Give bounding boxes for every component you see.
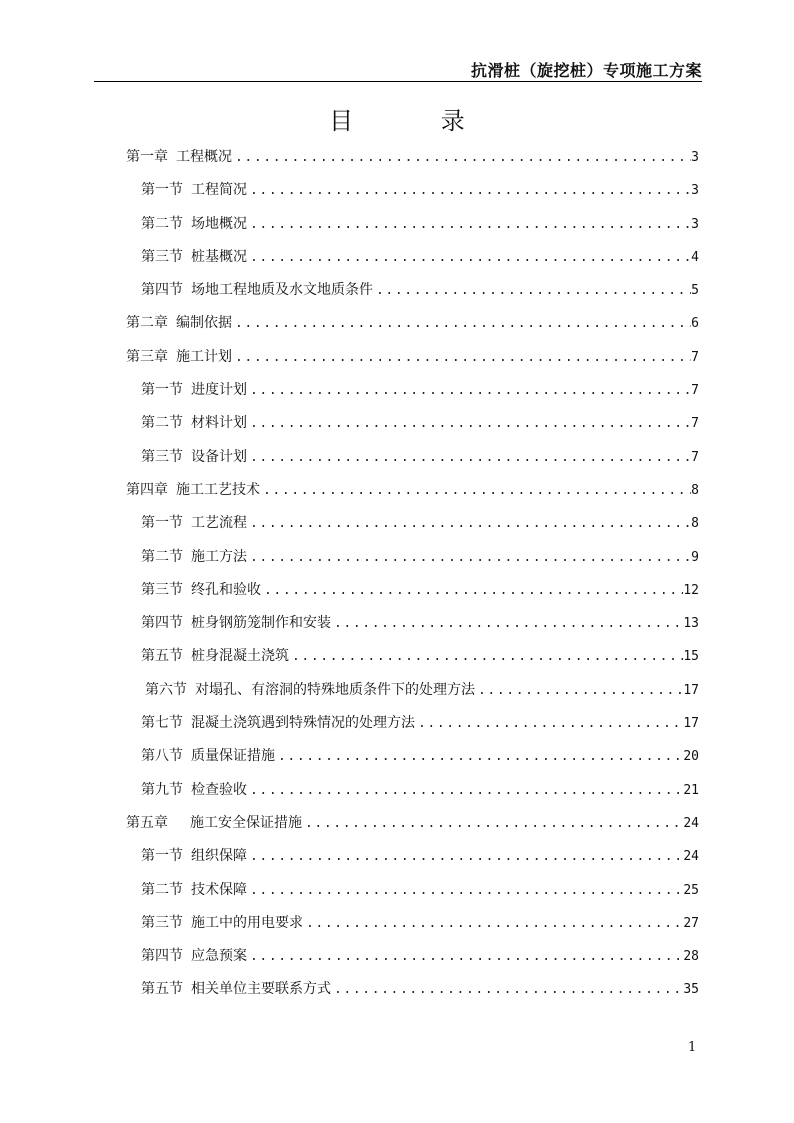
page-number: 1 [688,1040,697,1055]
toc-entry-number: 第三节 [141,581,183,598]
toc-entry-page: 24 [683,849,699,865]
toc-entry-chapter-5[interactable] [126,807,699,840]
toc-entry-page: 8 [691,482,699,498]
toc-entry-label [141,441,247,474]
toc-entry-number: 第四节 [141,948,183,965]
toc-entry-page: 7 [691,349,699,365]
toc-entry-section[interactable] [126,973,699,1006]
toc-entry-label [141,907,303,940]
toc-dot-leader [261,574,683,607]
toc-entry-page: 3 [691,150,699,165]
toc-dot-leader [232,307,691,340]
toc-entry-label [141,640,289,673]
toc-entry-text: 桩基概况 [191,248,247,265]
toc-dot-leader [247,541,691,574]
toc-entry-number: 第六节 [145,681,187,698]
toc-dot-leader [415,707,683,740]
toc-entry-page: 7 [691,449,699,465]
toc-entry-number: 第二节 [141,548,183,565]
toc-entry-text: 材料计划 [191,415,247,432]
toc-dot-leader [247,774,683,807]
header-divider [94,81,702,82]
toc-entry-page: 6 [691,316,699,332]
toc-entry-label [141,874,247,907]
toc-entry-text: 施工安全保证措施 [190,814,302,831]
toc-entry-section[interactable] [126,940,699,973]
header-title: 抗滑桩（旋挖桩）专项施工方案 [470,61,702,80]
toc-entry-number: 第一节 [141,382,183,399]
toc-entry-text: 检查验收 [191,781,247,798]
toc-dot-leader [247,208,691,241]
toc-entry-number: 第一章 [126,149,168,165]
toc-entry-text: 施工工艺技术 [176,481,260,498]
toc-entry-label [141,274,373,307]
toc-entry-label [141,840,247,873]
toc-entry-section[interactable] [126,740,699,773]
toc-entry-page: 35 [683,982,699,998]
toc-entry-section[interactable] [126,274,699,307]
toc-entry-label [141,707,415,740]
toc-entry-number: 第四节 [141,615,183,632]
toc-entry-number: 第五章 [126,814,168,831]
toc-entry-text: 施工中的用电要求 [191,914,303,931]
toc-entry-number: 第二章 [126,315,168,332]
toc-entry-page: 27 [683,915,699,931]
toc-entry-label [126,307,232,340]
toc-entry-section[interactable] [126,874,699,907]
toc-entry-label [126,807,302,840]
toc-entry-chapter-1[interactable] [126,141,699,174]
table-of-contents [126,141,699,1007]
toc-entry-label [126,474,260,507]
toc-entry-text: 对塌孔、有溶洞的特殊地质条件下的处理方法 [195,681,475,698]
toc-entry-number: 第八节 [141,748,183,765]
toc-entry-page: 12 [683,582,699,598]
toc-entry-section[interactable] [126,374,699,407]
toc-entry-text: 工艺流程 [191,515,247,532]
toc-entry-text: 混凝土浇筑遇到特殊情况的处理方法 [191,715,415,732]
toc-entry-label [141,774,247,807]
toc-entry-text: 桩身混凝土浇筑 [191,648,289,665]
toc-entry-chapter-2[interactable] [126,307,699,340]
toc-dot-leader [247,241,691,274]
toc-entry-text: 应急预案 [191,948,247,965]
toc-entry-number: 第一节 [141,848,183,865]
toc-dot-leader [373,274,691,307]
toc-entry-text: 编制依据 [176,315,232,332]
toc-entry-page: 17 [683,682,699,698]
toc-entry-section[interactable] [126,674,699,707]
toc-entry-number: 第一节 [141,515,183,532]
toc-entry-text: 组织保障 [191,848,247,865]
toc-entry-number: 第二节 [141,215,183,232]
toc-entry-text: 工程概况 [176,149,232,165]
toc-entry-page: 17 [683,716,699,732]
toc-entry-label [141,507,247,540]
toc-dot-leader [247,407,691,440]
toc-entry-text: 质量保证措施 [191,748,275,765]
toc-entry-page: 7 [691,383,699,399]
toc-entry-page: 20 [683,749,699,765]
toc-entry-section[interactable] [126,574,699,607]
toc-entry-page: 21 [683,782,699,798]
toc-entry-number: 第一节 [141,182,183,199]
toc-entry-label [141,374,247,407]
toc-entry-text: 场地概况 [191,215,247,232]
toc-entry-text: 设备计划 [191,448,247,465]
toc-title: 目 录 [329,107,505,135]
toc-entry-section[interactable] [126,607,699,640]
toc-entry-section[interactable] [126,241,699,274]
toc-dot-leader [289,640,683,673]
toc-entry-section[interactable] [126,507,699,540]
toc-entry-section[interactable] [126,441,699,474]
toc-dot-leader [232,341,691,374]
toc-dot-leader [247,441,691,474]
toc-entry-text: 施工方法 [191,548,247,565]
toc-entry-section[interactable] [126,174,699,207]
toc-dot-leader [247,874,683,907]
toc-entry-label [141,940,247,973]
toc-dot-leader [247,374,691,407]
toc-entry-page: 3 [691,216,699,232]
toc-entry-text: 进度计划 [191,382,247,399]
toc-entry-label [141,241,247,274]
toc-dot-leader [475,674,683,707]
toc-entry-page: 3 [691,183,699,199]
toc-dot-leader [275,740,683,773]
toc-dot-leader [247,507,691,540]
toc-entry-page: 15 [683,649,699,665]
toc-entry-text: 相关单位主要联系方式 [191,981,331,998]
toc-entry-label [141,407,247,440]
toc-dot-leader [247,174,691,207]
toc-dot-leader [331,973,683,1006]
toc-entry-section[interactable] [126,774,699,807]
toc-entry-number: 第三章 [126,348,168,365]
toc-entry-text: 终孔和验收 [191,581,261,598]
toc-entry-page: 5 [691,283,699,299]
toc-dot-leader [260,474,691,507]
toc-entry-label [126,341,232,374]
toc-entry-page: 8 [691,516,699,532]
toc-dot-leader [331,607,683,640]
toc-entry-text: 桩身钢筋笼制作和安装 [191,615,331,632]
toc-entry-chapter-3[interactable] [126,341,699,374]
toc-entry-number: 第三节 [141,448,183,465]
toc-entry-label [145,674,475,707]
toc-entry-number: 第三节 [141,248,183,265]
toc-entry-page: 24 [683,815,699,831]
toc-entry-number: 第五节 [141,648,183,665]
toc-dot-leader [303,907,683,940]
toc-entry-section[interactable] [126,640,699,673]
toc-entry-number: 第二节 [141,415,183,432]
toc-entry-label [141,607,331,640]
toc-entry-page: 13 [683,616,699,632]
toc-entry-section[interactable] [126,407,699,440]
toc-entry-label [141,541,247,574]
toc-entry-label [141,208,247,241]
toc-entry-number: 第七节 [141,715,183,732]
toc-entry-text: 场地工程地质及水文地质条件 [191,282,373,299]
toc-entry-number: 第二节 [141,881,183,898]
toc-entry-section[interactable] [126,907,699,940]
toc-entry-label [141,740,275,773]
toc-entry-page: 9 [691,549,699,565]
toc-entry-page: 4 [691,249,699,265]
toc-dot-leader [302,807,683,840]
toc-entry-page: 28 [683,949,699,965]
toc-entry-text: 工程简况 [191,182,247,199]
toc-dot-leader [247,840,683,873]
toc-entry-label [141,174,247,207]
toc-entry-number: 第四节 [141,282,183,299]
toc-entry-number: 第三节 [141,914,183,931]
toc-dot-leader [247,940,683,973]
toc-entry-section[interactable] [126,208,699,241]
toc-entry-chapter-4[interactable] [126,474,699,507]
toc-entry-number: 第九节 [141,781,183,798]
toc-entry-number: 第四章 [126,481,168,498]
toc-entry-number: 第五节 [141,981,183,998]
toc-entry-section[interactable] [126,707,699,740]
toc-entry-section[interactable] [126,840,699,873]
toc-entry-page: 25 [683,882,699,898]
toc-entry-section[interactable] [126,541,699,574]
toc-entry-text: 施工计划 [176,348,232,365]
toc-dot-leader [232,141,691,174]
toc-entry-page: 7 [691,416,699,432]
toc-entry-label [126,141,232,174]
toc-entry-label [141,574,261,607]
toc-entry-text: 技术保障 [191,881,247,898]
toc-entry-label [141,973,331,1006]
